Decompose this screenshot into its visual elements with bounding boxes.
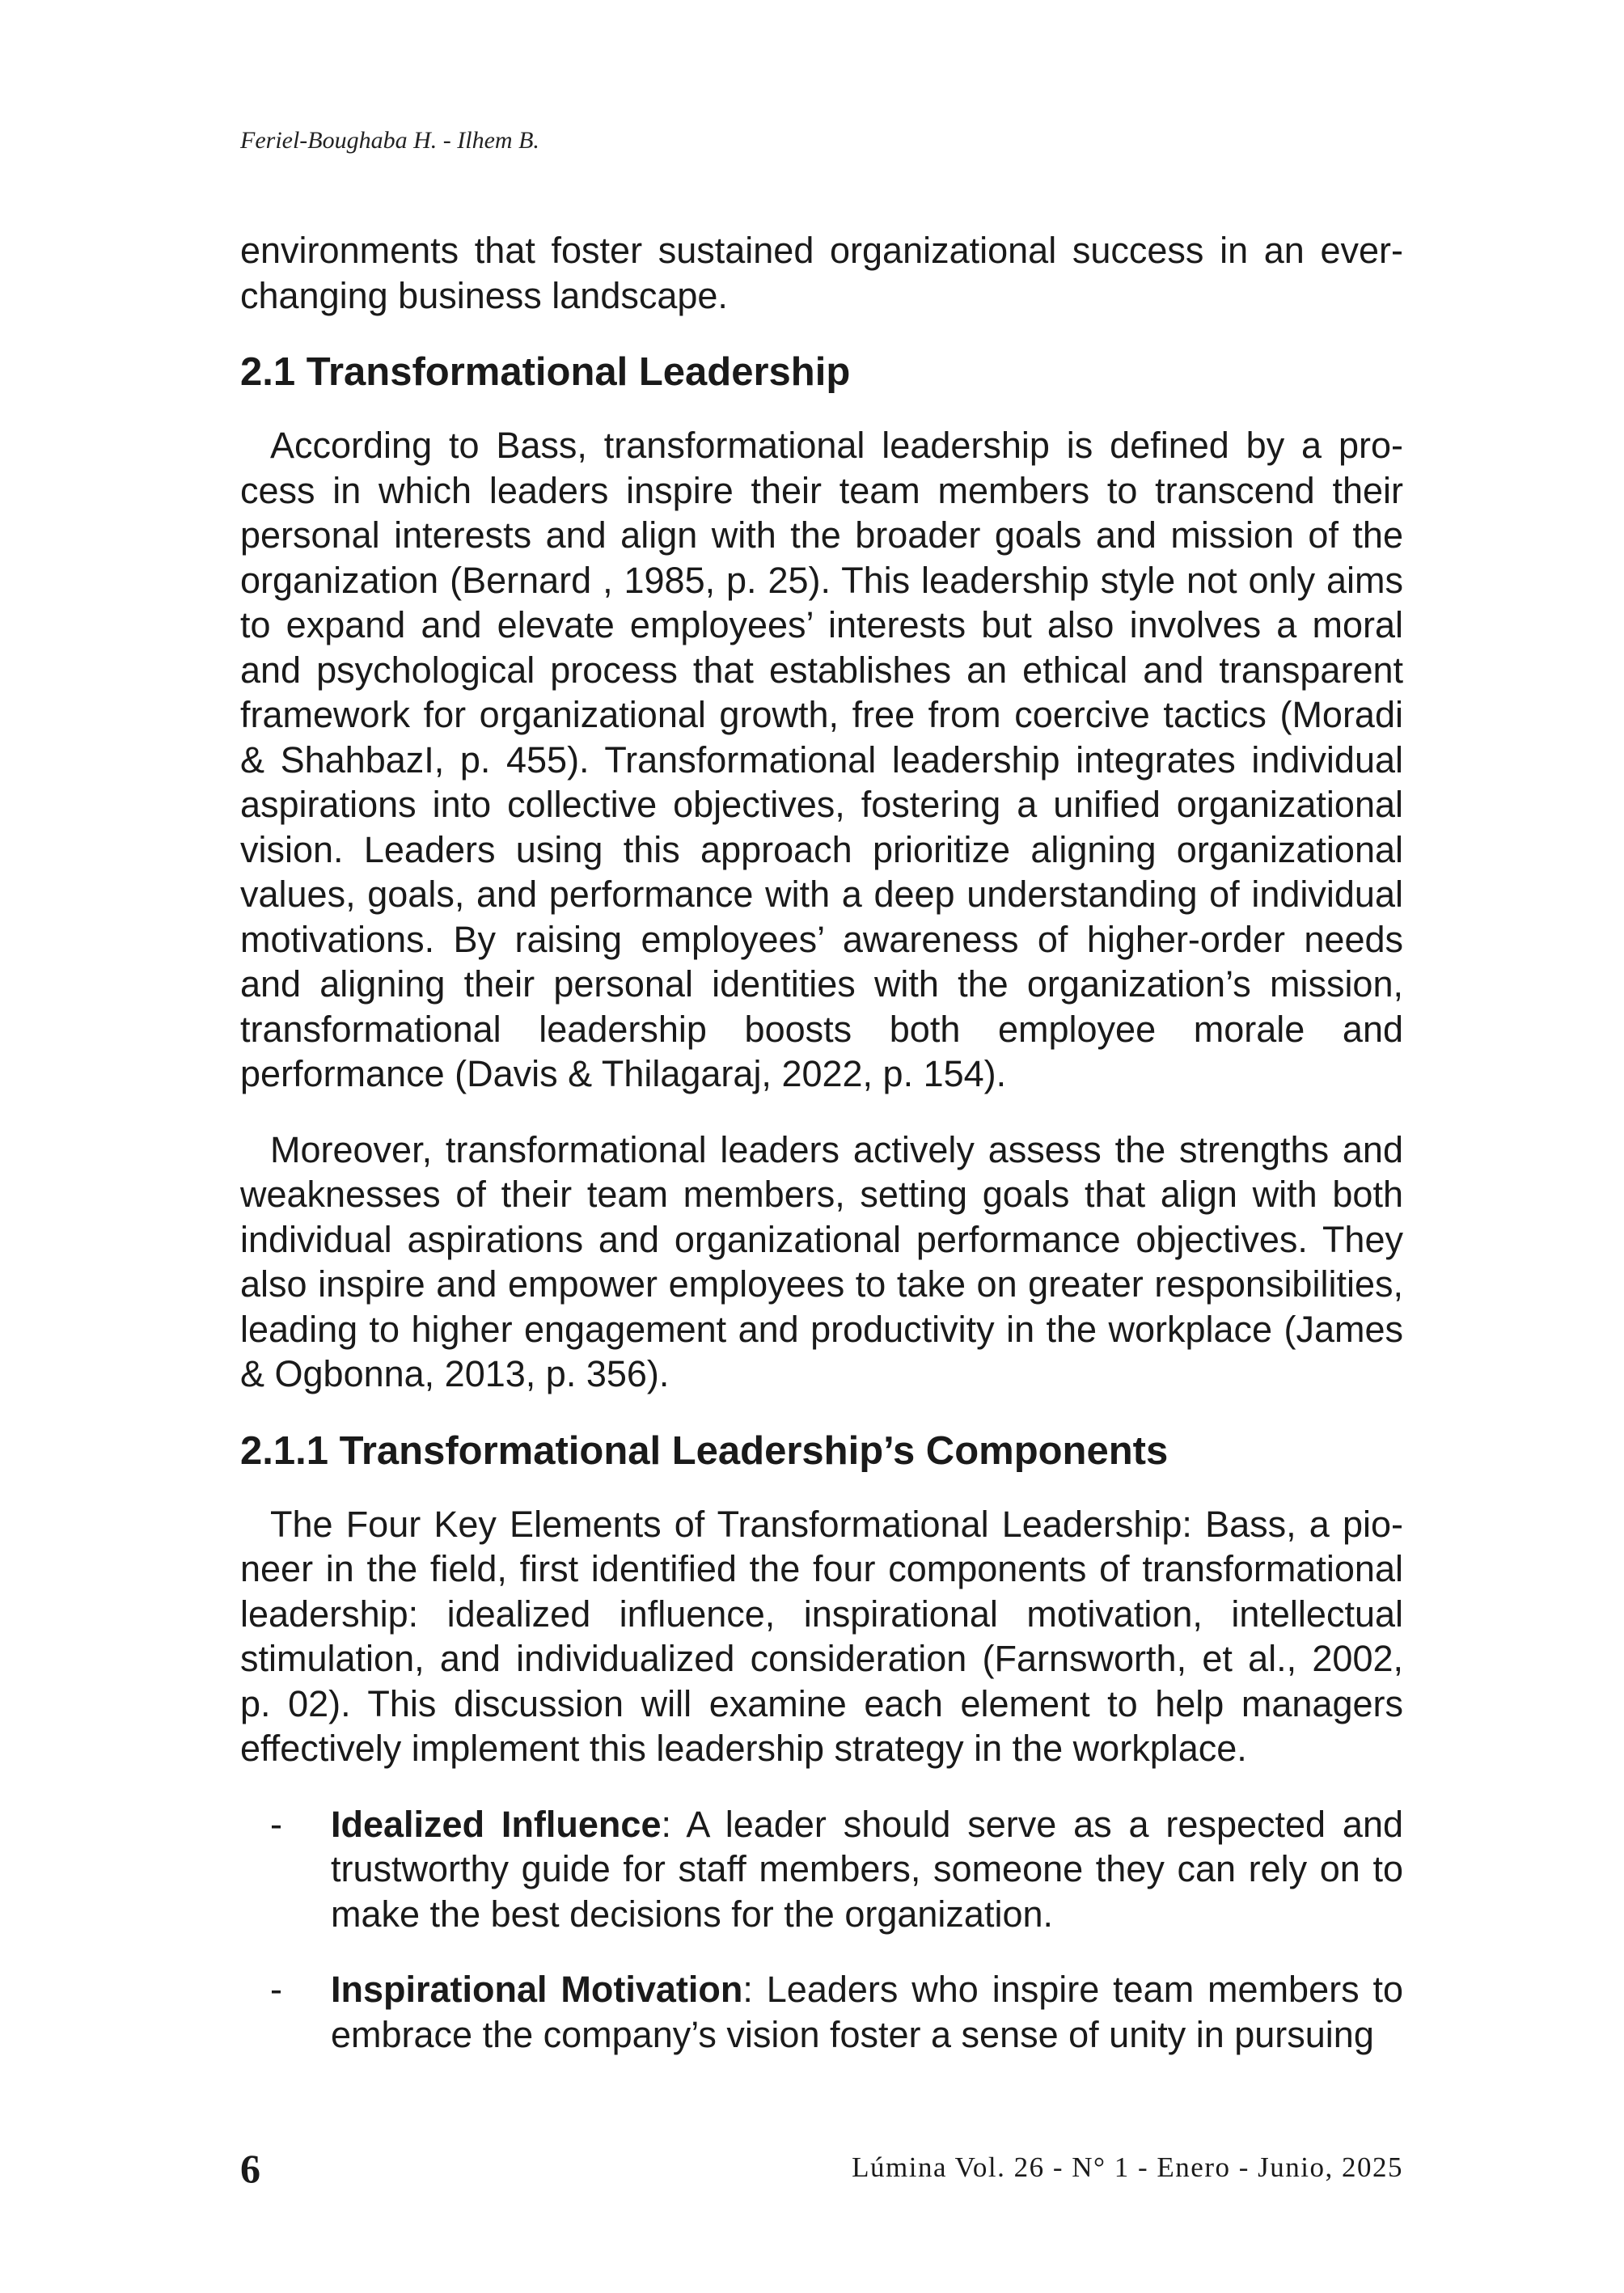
list-item-text: : A leader should serve as a respected and trustworthy guide for staff members, someone they can rely on to make the best decisions for the organization.: [331, 1803, 1404, 1935]
components-list: [240, 1802, 1403, 2058]
list-item: [240, 1967, 1403, 2057]
article-body: [240, 228, 1403, 2088]
list-item-text: : Leaders who inspire team members to embrace the company’s vision foster a sense of unity in pursuing: [331, 1969, 1403, 2055]
section-2-1-paragraph-2: Moreover, transformational leaders actively assess the strengths and weaknesses of their team members, setting goals that align with both individual aspirations and organizational performance objectives. They also inspire and empower employees to take on greater responsibilities, leading to higher engagement and productivity in the workplace (James & Ogbonna, 2013, p. 356).: [240, 1128, 1403, 1394]
intro-paragraph: environments that foster sustained organizational success in an ever-changing business landscape.: [240, 230, 1403, 316]
section-2-1-paragraph-1: According to Bass, transformational leadership is defined by a process in which leaders inspire their team members to transcend their personal interests and align with the broader goals and mission of the organization (Bernard , 1985, p. 25). This leadership style not only aims to expand and elevate employees’ interests but also involves a moral and psychological process that establishes an ethical and transparent framework for organizational growth, free from coercive tactics (Moradi & ShahbazI, p. 455). Transformational leadership integrates individual aspirations into collective objectives, fostering a unified organizational vision. Leaders using this approach prioritize aligning organizational values, goals, and performance with a deep understanding of individual motivations. By raising employees’ awareness of higher-order needs and aligning their personal identities with the organization’s mission, transformational leadership boosts both employee morale and performance (Davis & Thilagaraj, 2022, p. 154).: [240, 425, 1403, 1094]
journal-citation: Lúmina Vol. 26 - N° 1 - Enero - Junio, 2025: [852, 2151, 1403, 2183]
list-item-term: Idealized Influence: [331, 1803, 662, 1845]
section-heading-2-1-1: 2.1.1 Transformational Leadership’s Components: [240, 1428, 1169, 1473]
list-item: [240, 1802, 1403, 1937]
list-item-term: Inspirational Motivation: [331, 1969, 743, 2010]
section-heading-2-1: 2.1 Transformational Leadership: [240, 350, 851, 394]
section-2-1-1-paragraph-1: The Four Key Elements of Transformational Leadership: Bass, a pioneer in the field, first identified the four components of transformational leadership: idealized influence, inspirational motivation, intellectual stimulation, and individualized consideration (Farnsworth, et al., 2002, p. 02). This discussion will examine each element to help managers effectively implement this leadership strategy in the workplace.: [240, 1503, 1403, 1769]
page-number: 6: [240, 2146, 260, 2191]
running-head: Feriel-Boughaba H. - Ilhem B.: [240, 127, 539, 154]
list-dash: -: [270, 1969, 282, 2010]
list-dash: -: [270, 1803, 282, 1845]
